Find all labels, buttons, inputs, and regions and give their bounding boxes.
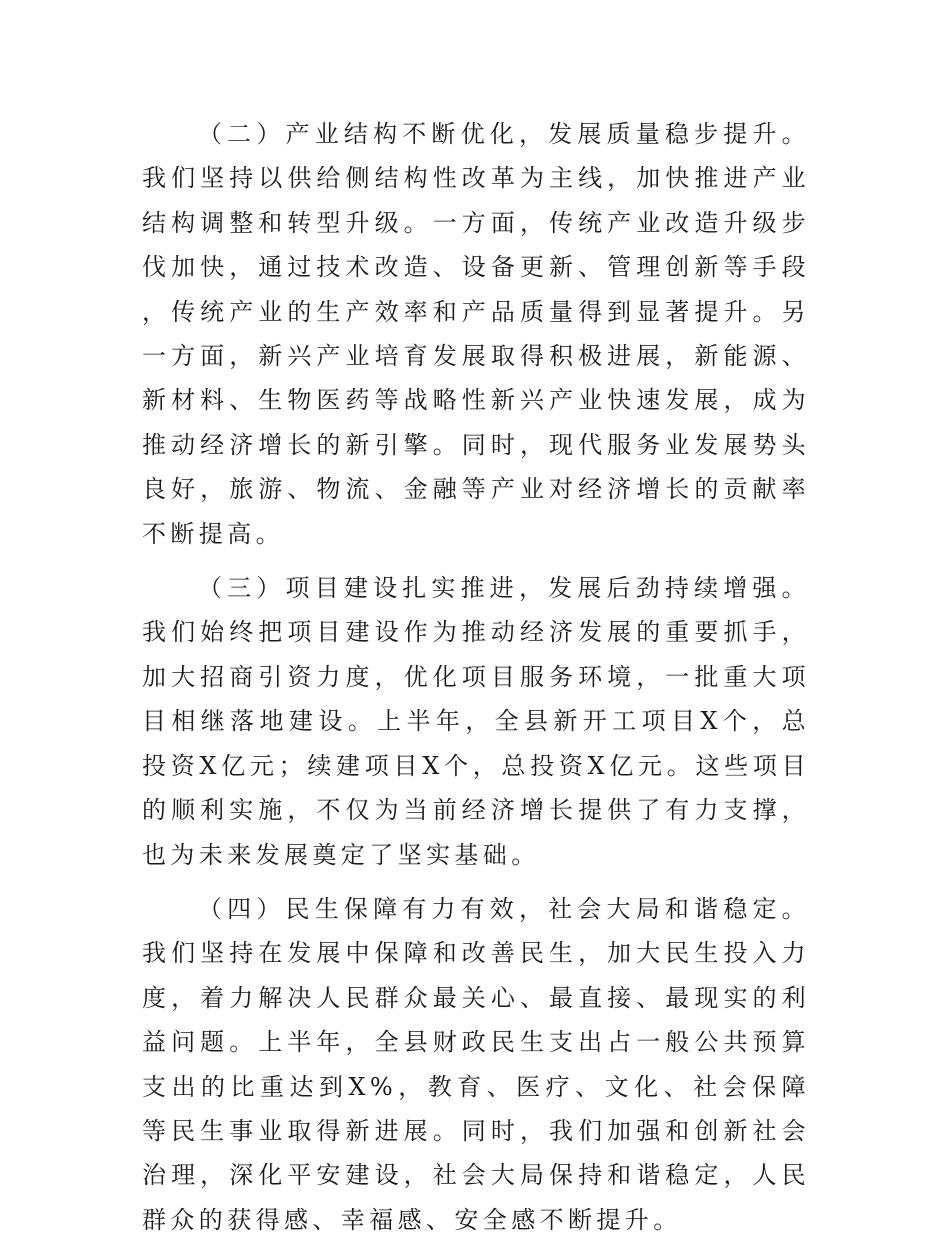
paragraph-livelihood-security: （四）民生保障有力有效，社会大局和谐稳定。我们坚持在发展中保障和改善民生，加大民生投入力度，着力解决人民群众最关心、最直接、最现实的利益问题。上半年，全县财政民生支出占一般公共预算支出的比重达到X%，教育、医疗、文化、社会保障等民生事业取得新进展。同时，我们加强和创新社会治理，深化平安建设，社会大局保持和谐稳定，人民群众的获得感、幸福感、安全感不断提升。 (142, 894, 810, 1234)
document-body (142, 112, 810, 1252)
paragraph-industry-structure: （二）产业结构不断优化，发展质量稳步提升。我们坚持以供给侧结构性改革为主线，加快推进产业结构调整和转型升级。一方面，传统产业改造升级步伐加快，通过技术改造、设备更新、管理创新等手段，传统产业的生产效率和产品质量得到显著提升。另一方面，新兴产业培育发展取得积极进展，新能源、新材料、生物医药等战略性新兴产业快速发展，成为推动经济增长的新引擎。同时，现代服务业发展势头良好，旅游、物流、金融等产业对经济增长的贡献率不断提高。 (142, 120, 810, 548)
paragraph-project-construction: （三）项目建设扎实推进，发展后劲持续增强。我们始终把项目建设作为推动经济发展的重要抓手，加大招商引资力度，优化项目服务环境，一批重大项目相继落地建设。上半年，全县新开工项目X个，总投资X亿元；续建项目X个，总投资X亿元。这些项目的顺利实施，不仅为当前经济增长提供了有力支撑，也为未来发展奠定了坚实基础。 (142, 574, 810, 869)
